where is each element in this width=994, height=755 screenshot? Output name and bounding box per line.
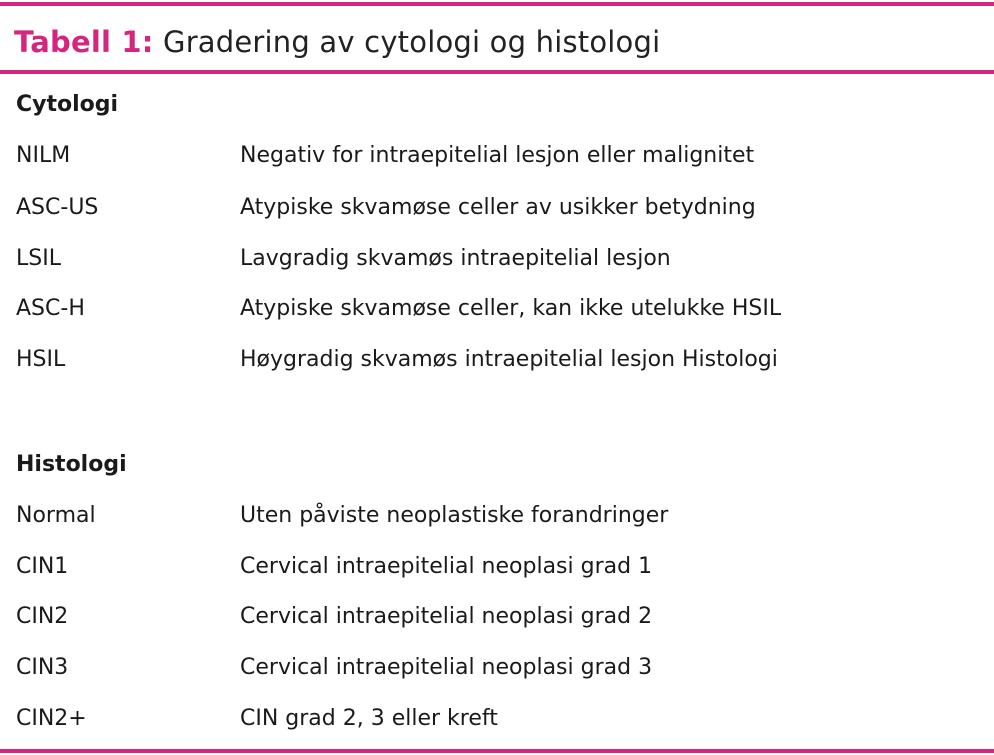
table-row <box>0 554 994 584</box>
table-title-text: Gradering av cytologi og histologi <box>163 25 661 59</box>
row-code: ASC-US <box>16 195 99 220</box>
row-description: Cervical intraepitelial neoplasi grad 2 <box>240 604 653 629</box>
row-description: Høygradig skvamøs intraepitelial lesjon Histologi <box>240 347 778 372</box>
section-heading-cytologi: Cytologi <box>16 92 119 117</box>
row-code: Normal <box>16 503 96 528</box>
row-code: ASC-H <box>16 296 85 321</box>
row-code: CIN1 <box>16 554 69 579</box>
row-code: HSIL <box>16 347 66 372</box>
row-description: Uten påviste neoplastiske forandringer <box>240 503 669 528</box>
row-description: Atypiske skvamøse celler, kan ikke utelukke HSIL <box>240 296 782 321</box>
table-row <box>0 143 994 173</box>
row-code: NILM <box>16 143 71 168</box>
row-code: LSIL <box>16 246 61 271</box>
table-row <box>0 246 994 276</box>
table-title <box>14 20 660 64</box>
table-row <box>0 296 994 326</box>
table-label: Tabell 1: <box>14 25 154 59</box>
table-bottom-rule <box>0 749 994 753</box>
row-code: CIN3 <box>16 655 69 680</box>
row-description: Atypiske skvamøse celler av usikker betydning <box>240 195 756 220</box>
row-description: Negativ for intraepitelial lesjon eller malignitet <box>240 143 755 168</box>
row-code: CIN2 <box>16 604 69 629</box>
row-description: Cervical intraepitelial neoplasi grad 3 <box>240 655 653 680</box>
row-description: Lavgradig skvamøs intraepitelial lesjon <box>240 246 671 271</box>
table-row <box>0 655 994 685</box>
table-header-rule <box>0 70 994 74</box>
table-row <box>0 706 994 736</box>
table-row <box>0 195 994 225</box>
table-row <box>0 604 994 634</box>
table-row <box>0 347 994 377</box>
row-code: CIN2+ <box>16 706 87 731</box>
table-top-rule <box>0 2 994 6</box>
row-description: Cervical intraepitelial neoplasi grad 1 <box>240 554 653 579</box>
section-heading-histologi: Histologi <box>16 452 127 477</box>
table-row <box>0 503 994 533</box>
row-description: CIN grad 2, 3 eller kreft <box>240 706 498 731</box>
